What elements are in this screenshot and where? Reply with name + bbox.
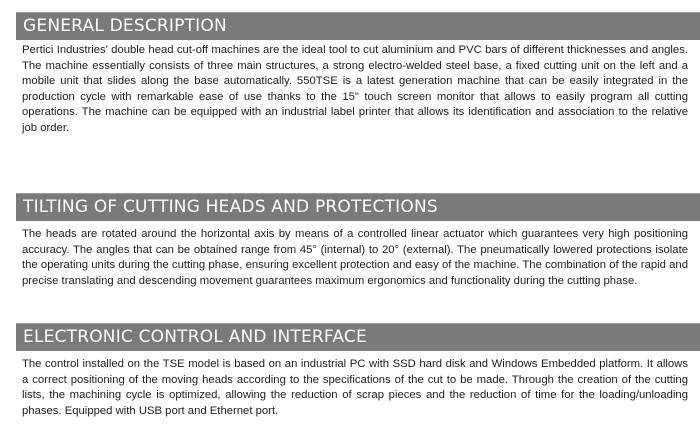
section-text-electronic-control: The control installed on the TSE model is based on an industrial PC with SSD hard disk and Windows Embedded platform. It allows a correct positioning of the moving heads according to the specifications of the cut to be made. Through the creation of the cutting lists, the machining cycle is optimized, allowing the reduction of scrap pieces and the reduction of time for the loading/unloading phases. Equipped with USB port and Ethernet port. <box>22 358 688 417</box>
section-text-general-description: Pertici Industries' double head cut-off machines are the ideal tool to cut aluminium and PVC bars of different thicknesses and angles. The machine essentially consists of three main structures, a strong electro-welded steel base, a fixed cutting unit on the left and a mobile unit that slides along the base automatically. 550TSE is a latest generation machine that can be easily integrated in the production cycle with remarkable ease of use thanks to the 15" touch screen monitor that allows to easily program all cutting operations. The machine can be equipped with an industrial label printer that allows its identification and association to the relative job order. <box>22 44 688 134</box>
section-title-general-description: GENERAL DESCRIPTION <box>16 12 700 40</box>
section-title-electronic-control: ELECTRONIC CONTROL AND INTERFACE <box>16 323 700 351</box>
section-title-tilting-heads: TILTING OF CUTTING HEADS AND PROTECTIONS <box>16 193 700 221</box>
section-text-tilting-heads: The heads are rotated around the horizontal axis by means of a controlled linear actuator which guarantees very high positioning accuracy. The angles that can be obtained range from 45° (internal) to 20° (external). The pneumatically lowered protections isolate the operating units during the cutting phase, ensuring excellent protection and easy of the machine. The combination of the rapid and precise translating and descending movement guarantees maximum ergonomics and functionality during the cutting phase. <box>22 228 688 287</box>
